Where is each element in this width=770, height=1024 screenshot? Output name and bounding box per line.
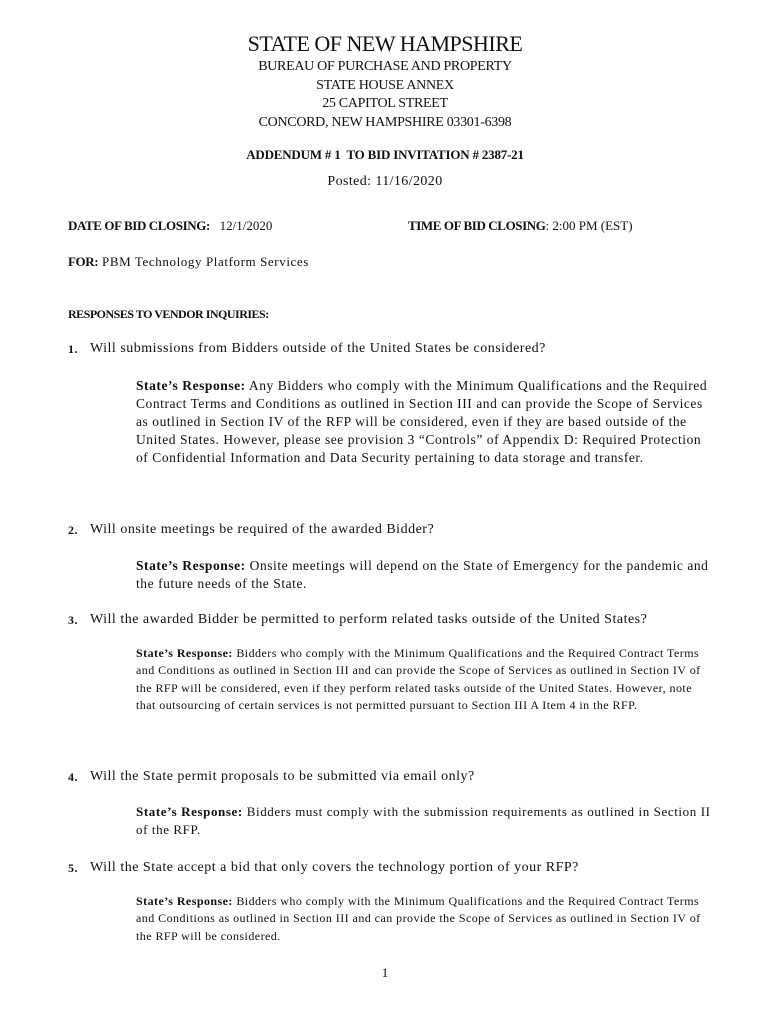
question-number: 1. (68, 342, 78, 356)
state-title: STATE OF NEW HAMPSHIRE (247, 31, 523, 56)
city-address: CONCORD, NEW HAMPSHIRE 03301-6398 (258, 114, 512, 130)
response-label: State’s Response: (136, 804, 243, 819)
response-1 (136, 377, 714, 467)
response-label: State’s Response: (136, 894, 233, 908)
question-text: Will the State permit proposals to be submitted via email only? (90, 769, 475, 784)
question-number: 5. (68, 861, 78, 875)
closing-time (408, 218, 633, 234)
qa-item-4 (68, 768, 714, 839)
page-number: 1 (381, 965, 389, 980)
closing-time-value: : 2:00 PM (EST) (545, 218, 633, 233)
for-row (68, 254, 309, 270)
response-text: Onsite meetings will depend on the State of Emergency for the pandemic and the future needs of the State. (136, 558, 709, 591)
closing-date-value: 12/1/2020 (219, 218, 273, 233)
question-text: Will the State accept a bid that only covers the technology portion of your RFP? (90, 860, 579, 875)
response-label: State’s Response: (136, 378, 246, 393)
question-text: Will the awarded Bidder be permitted to perform related tasks outside of the United States? (90, 612, 648, 627)
question-text: Will onsite meetings be required of the awarded Bidder? (90, 522, 435, 537)
question-number: 3. (68, 613, 78, 627)
question-text: Will submissions from Bidders outside of the United States be considered? (90, 341, 546, 356)
question-1 (68, 340, 714, 358)
street-address: 25 CAPITOL STREET (322, 96, 448, 111)
closing-date-label: DATE OF BID CLOSING: (68, 218, 210, 233)
response-label: State’s Response: (136, 558, 246, 573)
response-text: Bidders must comply with the submission requirements as outlined in Section II of the RFP. (136, 804, 711, 837)
response-3 (136, 645, 714, 714)
qa-item-5 (68, 859, 714, 945)
qa-item-2 (68, 521, 714, 593)
question-2 (68, 521, 714, 539)
response-label: State’s Response: (136, 646, 233, 660)
letterhead (0, 30, 770, 132)
bureau-name: BUREAU OF PURCHASE AND PROPERTY (258, 59, 512, 74)
question-5 (68, 859, 714, 877)
response-text: Bidders who comply with the Minimum Qualifications and the Required Contract Terms and Conditions as outlined in Section III and can provide the Scope of Services as outlined in Section IV of the RFP will be considered, even if they perform related tasks outside of the United States. However, note that outsourcing of certain services is not permitted pursuant to Section III A Item 4 in the RFP. (136, 646, 701, 712)
response-2 (136, 557, 714, 593)
question-3 (68, 611, 714, 629)
building-name: STATE HOUSE ANNEX (316, 77, 454, 93)
response-5 (136, 893, 714, 945)
question-4 (68, 768, 714, 786)
response-text: Bidders who comply with the Minimum Qualifications and the Required Contract Terms and Conditions as outlined in Section III and can provide the Scope of Services as outlined in Section IV of the RFP will be considered. (136, 894, 701, 943)
for-label: FOR: (68, 254, 99, 269)
closing-date (68, 218, 272, 234)
qa-item-1 (68, 340, 714, 467)
posted-date: Posted: 11/16/2020 (327, 174, 443, 189)
addendum-title: ADDENDUM # 1 TO BID INVITATION # 2387-21 (246, 147, 524, 162)
question-number: 4. (68, 770, 78, 784)
for-value: PBM Technology Platform Services (102, 254, 309, 269)
response-text: Any Bidders who comply with the Minimum Qualifications and the Required Contract Terms and Conditions as outlined in Section III and can provide the Scope of Services as outlined in Section IV of the RFP will be considered, even if they are based outside of the United States. However, please see provision 3 “Controls” of Appendix D: Required Protection of Confidential Information and Data Security pertaining to data storage and transfer. (136, 378, 708, 465)
qa-item-3 (68, 611, 714, 714)
section-heading: RESPONSES TO VENDOR INQUIRIES: (68, 307, 269, 321)
response-4 (136, 803, 714, 839)
closing-time-label: TIME OF BID CLOSING (408, 218, 546, 233)
question-number: 2. (68, 523, 78, 537)
